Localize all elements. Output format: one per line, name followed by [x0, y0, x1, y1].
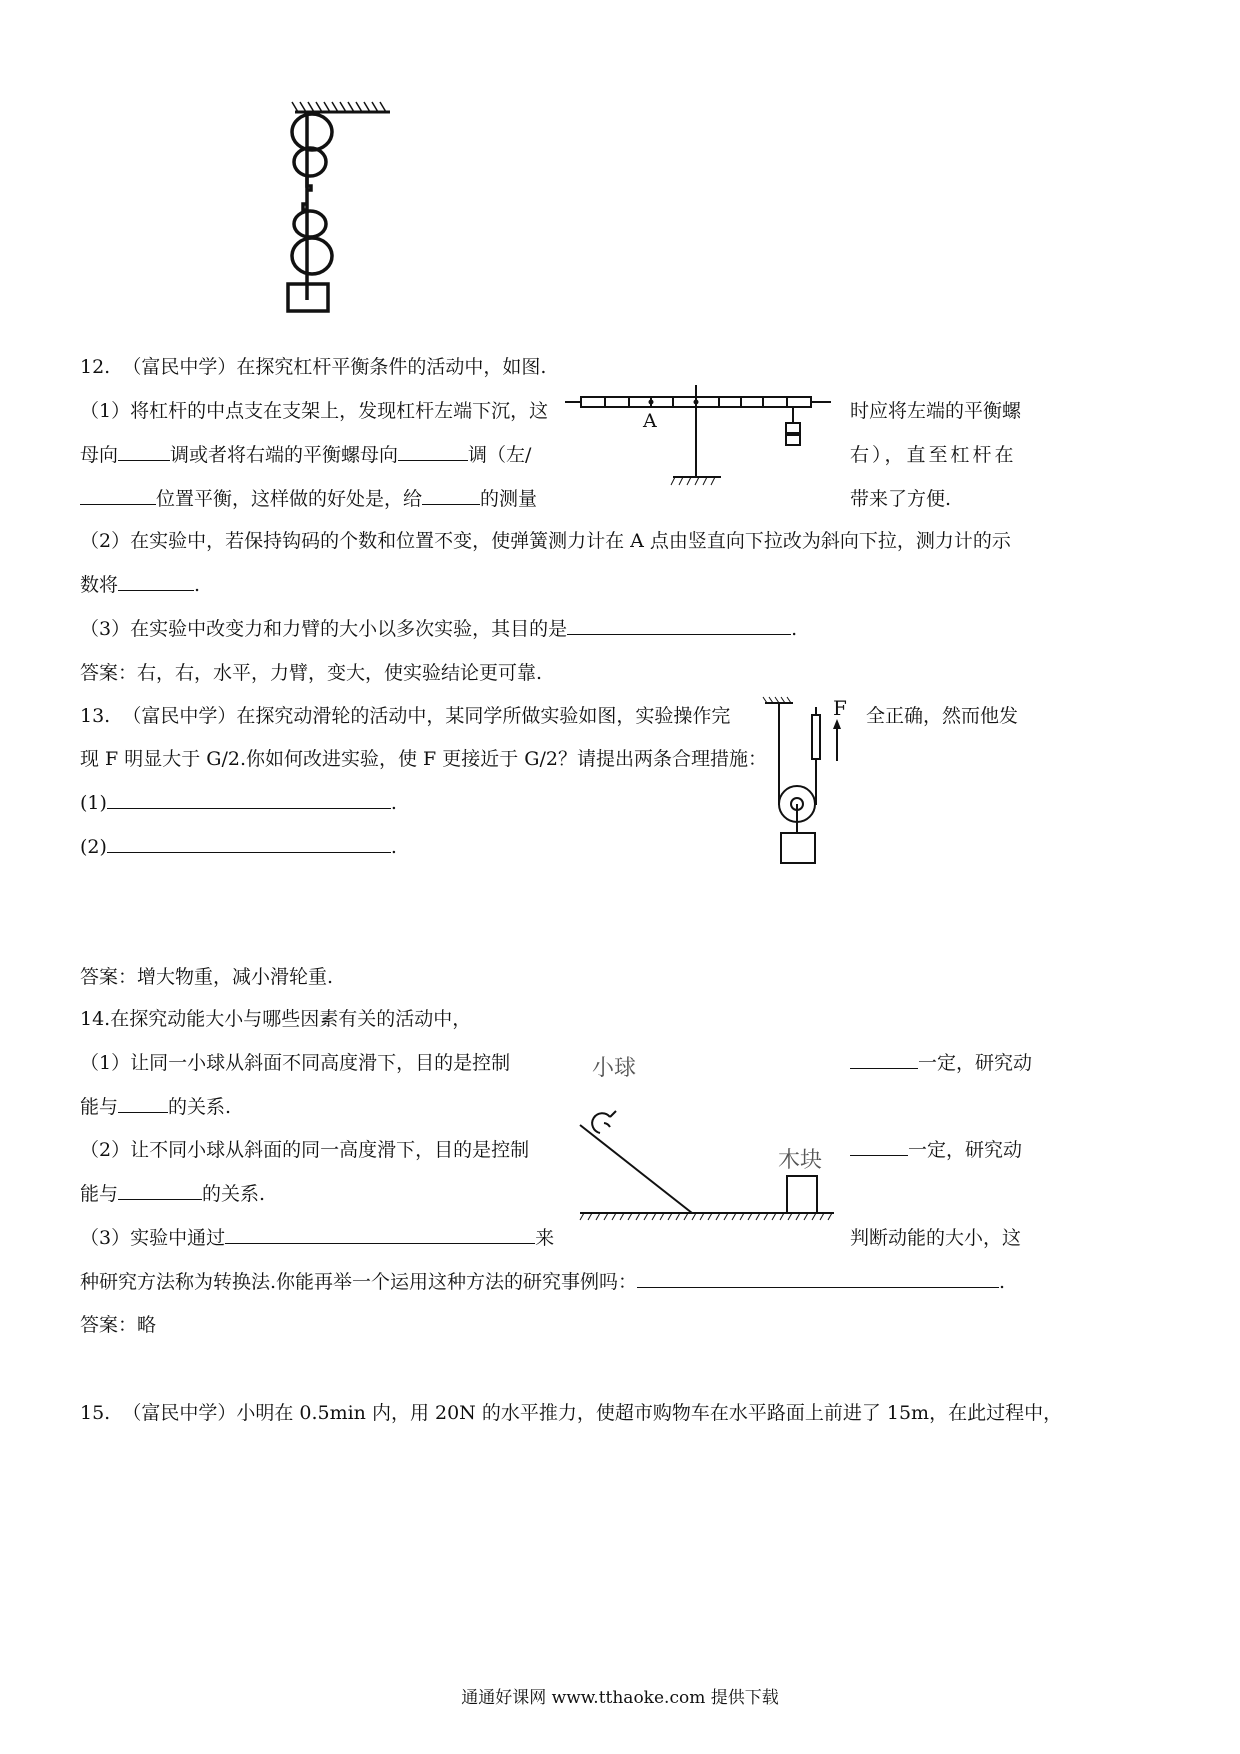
q14-p2-line1-right — [850, 1137, 1022, 1163]
answer-blank[interactable] — [118, 1181, 202, 1200]
q15-source: （富民中学） — [122, 1402, 237, 1424]
answer-blank[interactable] — [118, 1094, 168, 1113]
q12-p1-text: 调或者将右端的平衡螺母向 — [170, 444, 399, 466]
q14-p1-line1-right — [850, 1050, 1032, 1076]
q12-answer-text: 答案：右，右，水平，力臂，变大，使实验结论更可靠. — [80, 662, 543, 684]
q14-p1-text: 的关系. — [168, 1096, 232, 1118]
q14-p2-text: 的关系. — [202, 1183, 266, 1205]
answer-blank[interactable] — [850, 1137, 908, 1156]
incline-figure — [580, 1045, 840, 1225]
q13-item-label: (2) — [80, 836, 107, 858]
answer-blank[interactable] — [107, 790, 391, 809]
q14-p1-line2 — [80, 1094, 231, 1120]
q12-p2-line2: 数将 . — [80, 574, 201, 596]
q13-stem: 现 F 明显大于 G/2.你如何改进实验，使 F 更接近于 G/2？请提出两条合理措施： — [80, 748, 767, 770]
answer-blank[interactable] — [225, 1225, 535, 1244]
q12-p1-line3 — [80, 486, 537, 512]
q14-p3-text: 种研究方法称为转换法.你能再举一个运用这种方法的研究事例吗： — [80, 1271, 638, 1293]
answer-blank[interactable] — [118, 572, 194, 591]
q12-stem-line — [80, 354, 546, 380]
answer-blank[interactable] — [637, 1269, 999, 1288]
q14-p3-line1 — [80, 1225, 554, 1251]
q14-p2-text: （2）让不同小球从斜面的同一高度滑下，目的是控制 — [80, 1139, 530, 1161]
q12-p1-line2 — [80, 442, 531, 468]
q14-p2-line1 — [80, 1137, 529, 1163]
q12-stem: 在探究杠杆平衡条件的活动中，如图. — [236, 356, 547, 378]
q13-stem: 在探究动滑轮的活动中，某同学所做实验如图，实验操作完 — [236, 705, 731, 727]
q14-stem-text: 14.在探究动能大小与哪些因素有关的活动中， — [80, 1008, 472, 1030]
q13-answer — [80, 964, 333, 990]
q14-p3-text: （3）实验中通过 — [80, 1227, 226, 1249]
q12-p1-text: 的测量 — [480, 488, 538, 510]
answer-blank[interactable] — [567, 616, 791, 635]
label-ball: 小球 — [592, 1056, 637, 1081]
q14-p3-line2: 种研究方法称为转换法.你能再举一个运用这种方法的研究事例吗： . — [80, 1271, 1006, 1293]
q13-stem-line2 — [80, 746, 767, 772]
q12-p1-line1-right — [850, 398, 1021, 424]
label-block: 木块 — [778, 1148, 823, 1173]
q12-p2-line1 — [80, 528, 1011, 554]
q14-p1-text: （1）让同一小球从斜面不同高度滑下，目的是控制 — [80, 1052, 511, 1074]
label-a: A — [643, 410, 657, 432]
q13-stem-line1-right — [866, 703, 1018, 729]
answer-blank[interactable] — [107, 834, 391, 853]
q14-p1-text: 能与 — [80, 1096, 119, 1118]
q14-p3-text: 判断动能的大小，这 — [850, 1227, 1022, 1249]
q14-stem — [80, 1006, 471, 1032]
q12-answer — [80, 660, 542, 686]
q12-number: 12. — [80, 356, 111, 378]
q12-p1-text: 位置平衡，这样做的好处是，给 — [156, 488, 423, 510]
q12-p2-text: （2）在实验中，若保持钩码的个数和位置不变，使弹簧测力计在 A 点由竖直向下拉改为斜向下拉，测力计的示 — [80, 530, 1011, 552]
q12-source: （富民中学） — [122, 356, 237, 378]
answer-blank[interactable] — [80, 486, 156, 505]
q12-p1-text: 调（左/ — [468, 444, 532, 466]
q13-stem: 全正确，然而他发 — [866, 705, 1019, 727]
q12-p1-text: 右），直至杠杆在 — [850, 444, 1017, 466]
answer-blank[interactable] — [850, 1050, 918, 1069]
page-footer — [0, 1683, 1240, 1708]
q14-answer-text: 答案：略 — [80, 1314, 157, 1336]
q12-p1-text: 时应将左端的平衡螺 — [850, 400, 1022, 422]
q14-p3-line1-right — [850, 1225, 1021, 1251]
q14-answer — [80, 1312, 156, 1338]
q12-p1-line3-right — [850, 486, 951, 512]
q12-p1-text: 母向 — [80, 444, 119, 466]
q14-p2-text: 能与 — [80, 1183, 119, 1205]
q12-p1-text: （1）将杠杆的中点支在支架上，发现杠杆左端下沉，这 — [80, 400, 549, 422]
q13-item1: (1) . — [80, 792, 397, 814]
answer-blank[interactable] — [398, 442, 468, 461]
q13-number: 13. — [80, 705, 111, 727]
q14-p3-text: 来 — [535, 1227, 555, 1249]
q14-p2-text: 一定，研究动 — [908, 1139, 1023, 1161]
pulley-figure — [765, 695, 865, 870]
label-f: F — [833, 696, 847, 720]
lever-figure — [565, 385, 835, 490]
q12-p1-line1 — [80, 398, 548, 424]
q15-text: 小明在 0.5min 内，用 20N 的水平推力，使超市购物车在水平路面上前进了 15m，在此过程中， — [236, 1402, 1063, 1424]
q12-p1-text: 带来了方便. — [850, 488, 952, 510]
q13-answer-text: 答案：增大物重，减小滑轮重. — [80, 966, 334, 988]
q14-p1-text: 一定，研究动 — [918, 1052, 1033, 1074]
q13-item-label: (1) — [80, 792, 107, 814]
q15-line — [80, 1400, 1062, 1426]
q13-stem-line1 — [80, 703, 730, 729]
spring-scales-figure — [290, 100, 410, 360]
q12-p2-text: 数将 — [80, 574, 119, 596]
footer-text: 通通好课网 www.tthaoke.com 提供下载 — [461, 1688, 779, 1708]
q15-number: 15. — [80, 1402, 111, 1424]
q12-p3-line: （3）在实验中改变力和力臂的大小以多次实验，其目的是 . — [80, 618, 798, 640]
q14-p1-line1 — [80, 1050, 510, 1076]
q12-p3-text: （3）在实验中改变力和力臂的大小以多次实验，其目的是 — [80, 618, 568, 640]
answer-blank[interactable] — [118, 442, 170, 461]
q12-p1-line2-right — [850, 442, 1017, 468]
q13-source: （富民中学） — [122, 705, 237, 727]
q13-item2: (2) . — [80, 836, 397, 858]
q14-p2-line2 — [80, 1181, 265, 1207]
answer-blank[interactable] — [422, 486, 480, 505]
